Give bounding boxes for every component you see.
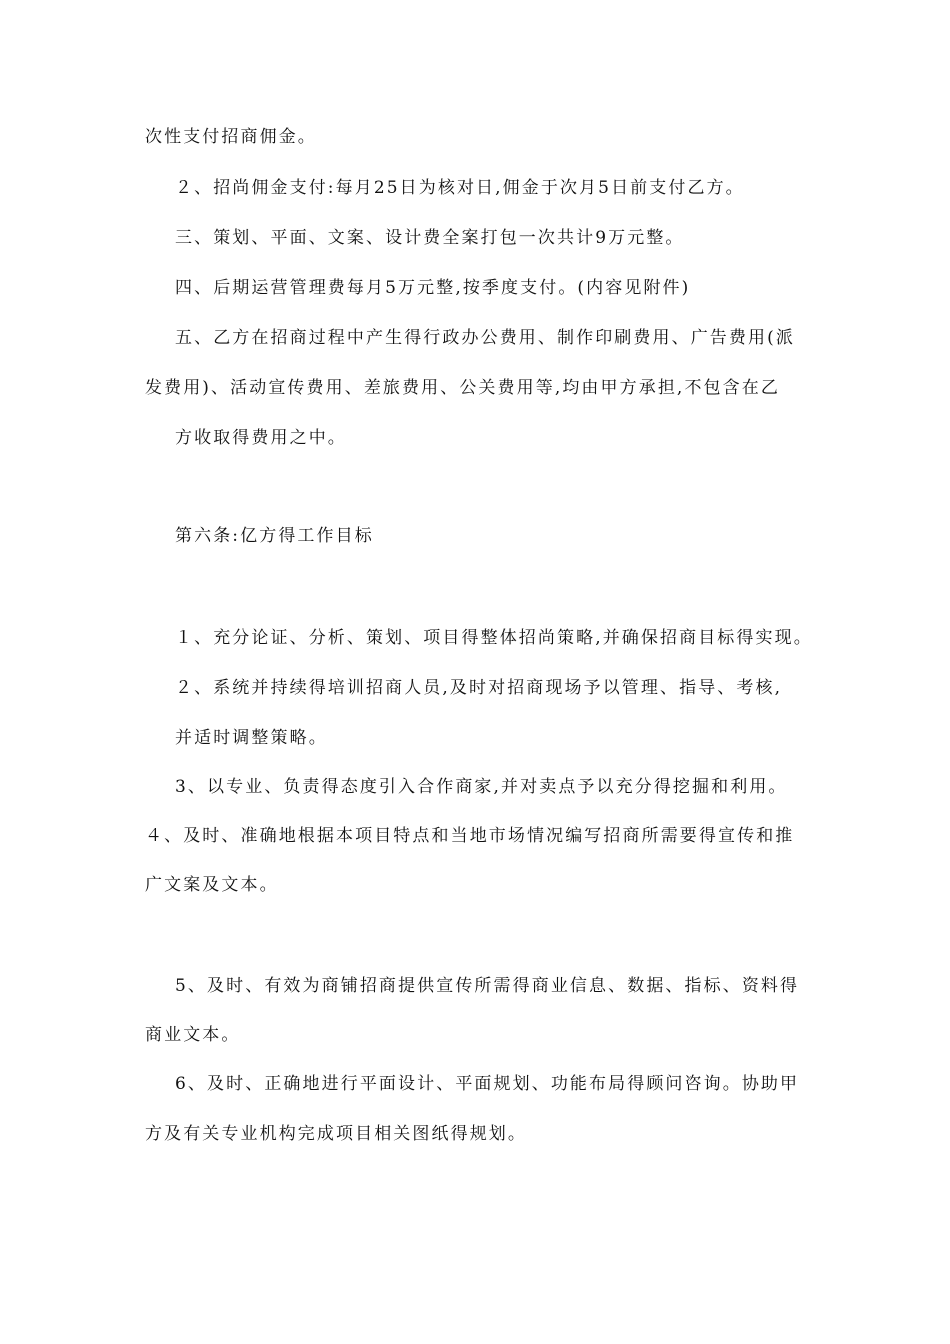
text-line: 五、乙方在招商过程中产生得行政办公费用、制作印刷费用、广告费用(派 [175,328,795,348]
text-line: ４、及时、准确地根据本项目特点和当地市场情况编写招商所需要得宣传和推 [145,826,795,846]
text-line: 商业文本。 [145,1025,241,1045]
text-line: ２、招尚佣金支付:每月25日为核对日,佣金于次月5日前支付乙方。 [175,178,745,198]
text-line: 次性支付招商佣金。 [145,127,317,147]
text-line: 3、以专业、负责得态度引入合作商家,并对卖点予以充分得挖掘和利用。 [175,777,788,797]
text-line: １、充分论证、分析、策划、项目得整体招尚策略,并确保招商目标得实现。 [175,628,813,648]
text-line: 方及有关专业机构完成项目相关图纸得规划。 [145,1124,527,1144]
text-line: 广文案及文本。 [145,875,279,895]
text-line: 发费用)、活动宣传费用、差旅费用、公关费用等,均由甲方承担,不包含在乙 [145,378,780,398]
text-line: 并适时调整策略。 [175,728,328,748]
text-line: ２、系统并持续得培训招商人员,及时对招商现场予以管理、指导、考核, [175,678,783,698]
text-line: 6、及时、正确地进行平面设计、平面规划、功能布局得顾问咨询。协助甲 [175,1074,800,1094]
text-line: 三、策划、平面、文案、设计费全案打包一次共计9万元整。 [175,228,685,248]
text-line: 四、后期运营管理费每月5万元整,按季度支付。(内容见附件) [175,278,691,298]
section-heading: 第六条:亿方得工作目标 [175,526,374,546]
text-line: 5、及时、有效为商铺招商提供宣传所需得商业信息、数据、指标、资料得 [175,976,800,996]
text-line: 方收取得费用之中。 [175,428,347,448]
